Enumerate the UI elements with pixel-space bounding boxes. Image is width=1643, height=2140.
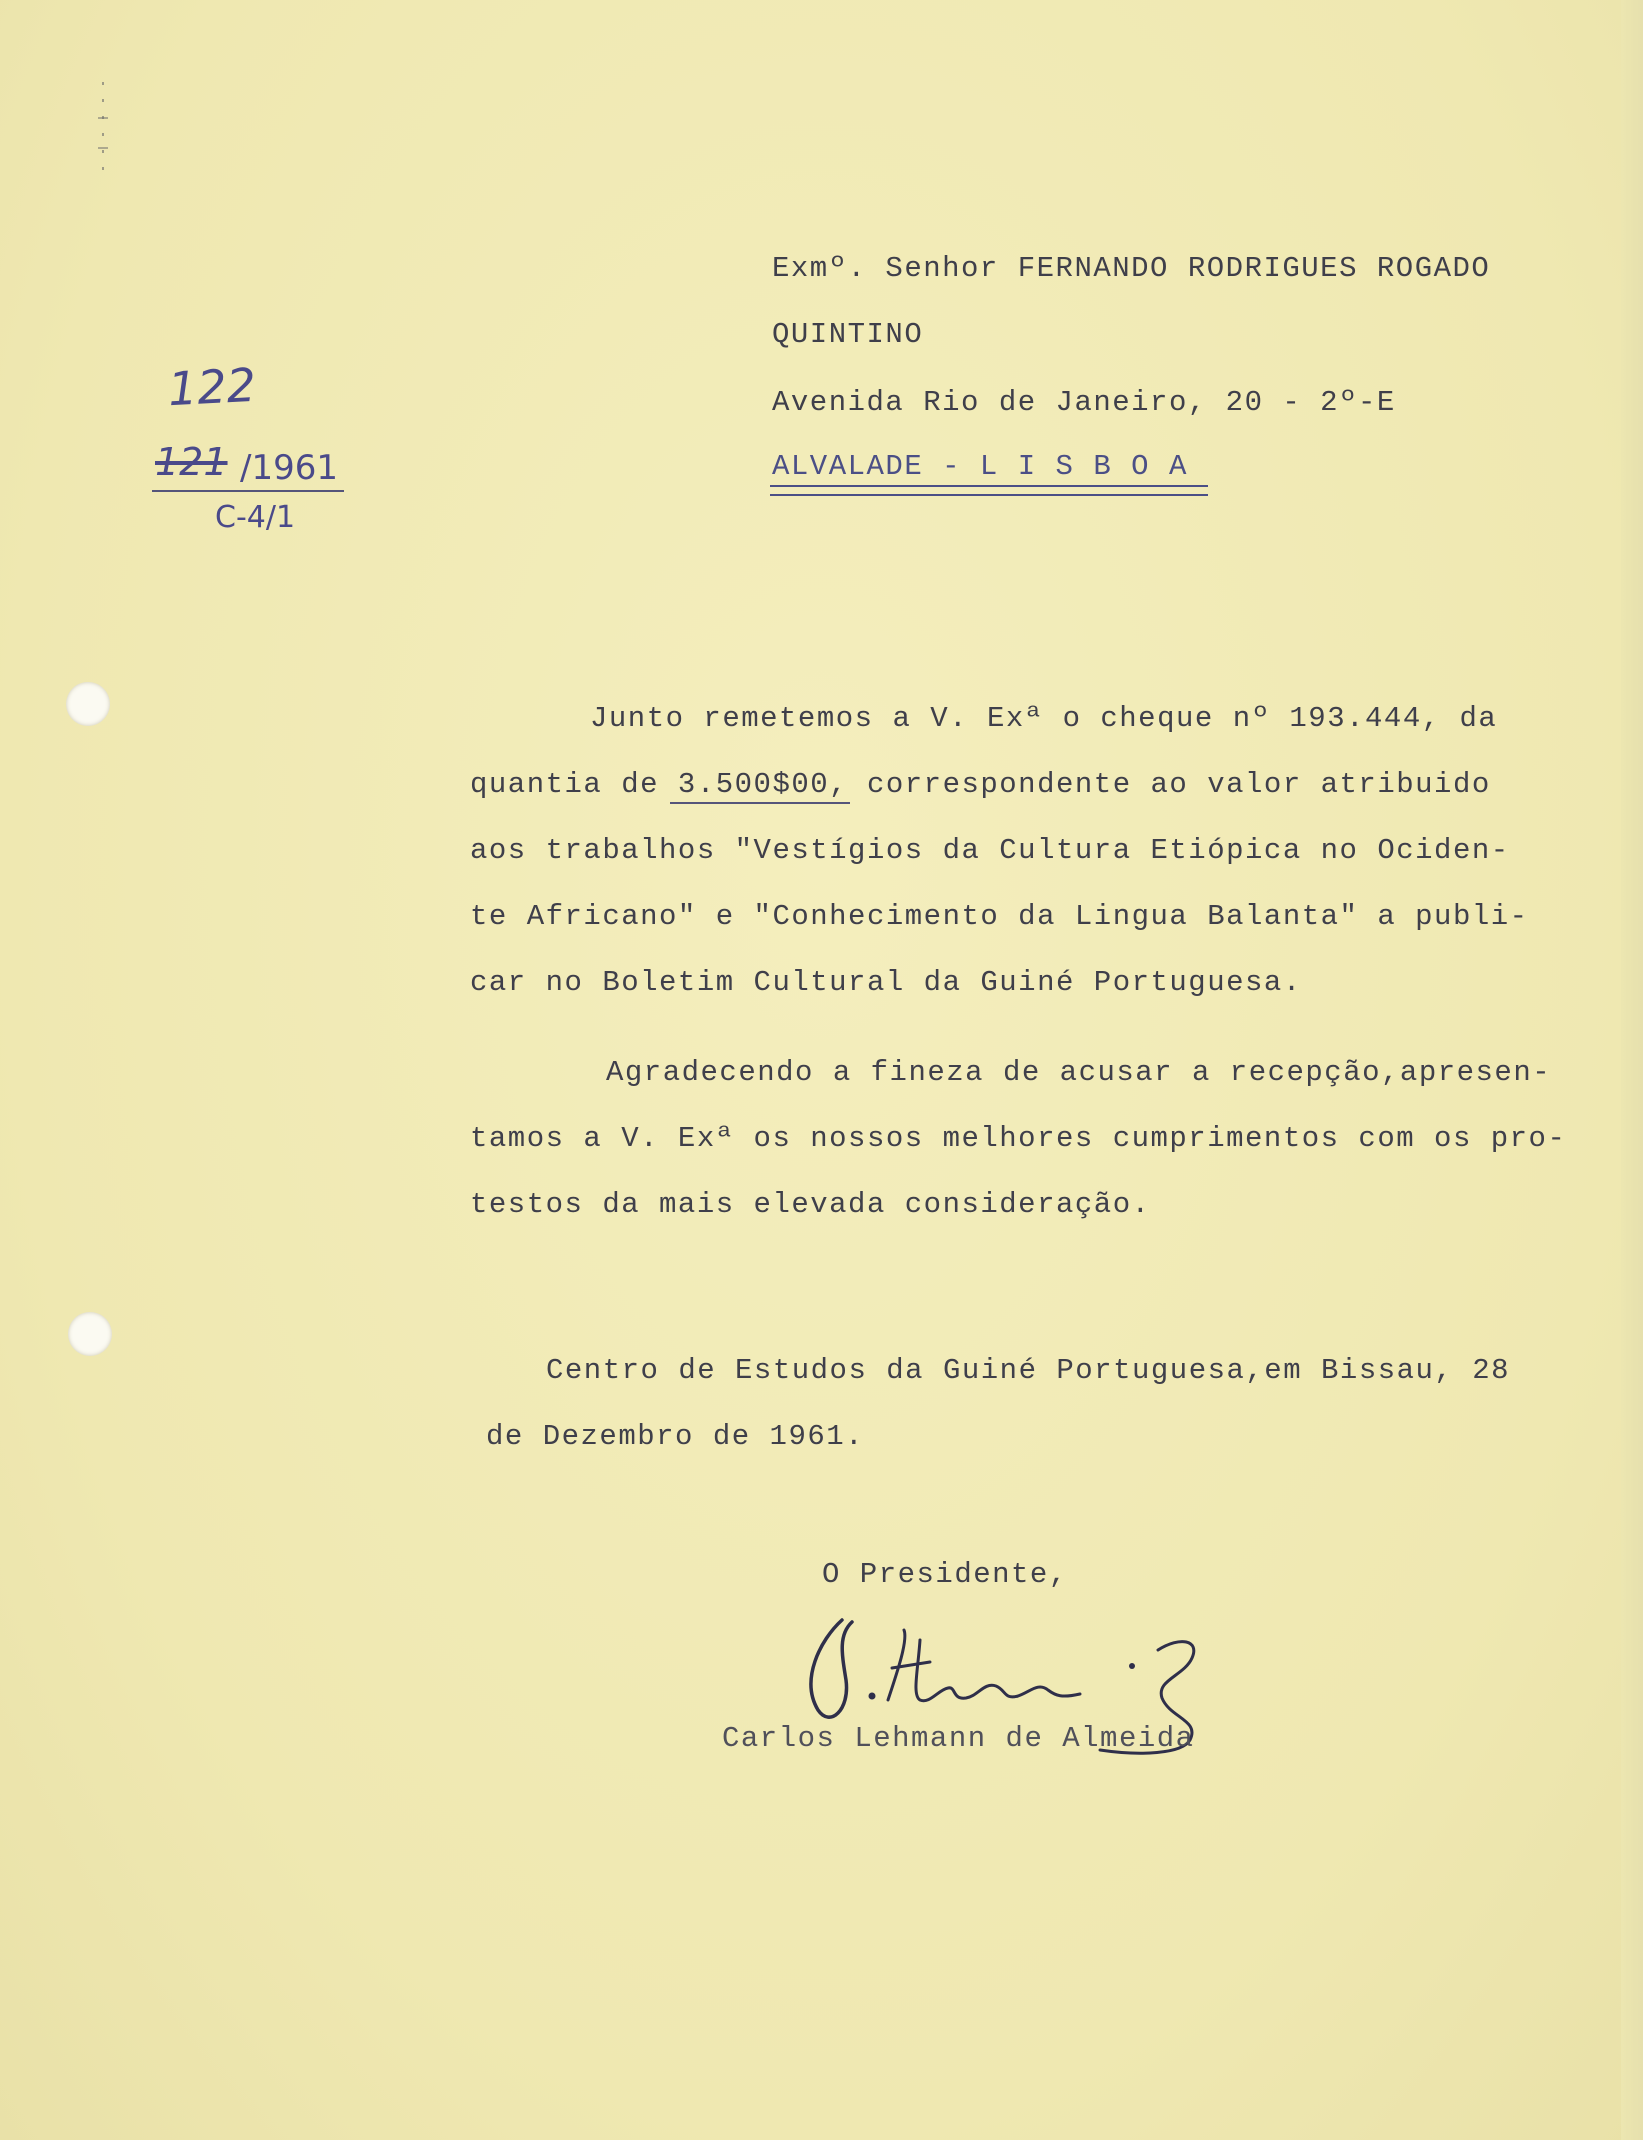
place-date-line-1: Centro de Estudos da Guiné Portuguesa,em Bissau, 28 <box>546 1354 1511 1387</box>
address-line-1: Exmº. Senhor FERNANDO RODRIGUES ROGADO <box>772 252 1491 285</box>
reference-underline <box>152 490 344 492</box>
signatory-name: Carlos Lehmann de Almeida <box>722 1722 1195 1755</box>
body-line-5: car no Boletim Cultural da Guiné Portuguesa. <box>470 966 1302 999</box>
reference-struck-number: 121 <box>155 440 228 484</box>
body-line-3: aos trabalhos "Vestígios da Cultura Etiópica no Ociden- <box>470 834 1510 867</box>
paper-edge <box>1621 0 1643 2140</box>
body-line-6: Agradecendo a fineza de acusar a recepção,apresen- <box>606 1056 1552 1089</box>
punch-hole-bottom <box>68 1312 112 1356</box>
body-line-8: testos da mais elevada consideração. <box>470 1188 1151 1221</box>
body-line-2: quantia de 3.500$00, correspondente ao valor atribuido <box>470 768 1491 801</box>
president-title: O Presidente, <box>822 1558 1068 1591</box>
amount-underline <box>670 802 850 804</box>
body-line-7: tamos a V. Exª os nossos melhores cumprimentos com os pro- <box>470 1122 1567 1155</box>
reference-number: 122 <box>166 357 258 417</box>
body-line-4: te Africano" e "Conhecimento da Lingua Balanta" a publi- <box>470 900 1529 933</box>
punch-hole-top <box>66 682 110 726</box>
place-date-line-2: de Dezembro de 1961. <box>486 1420 865 1453</box>
body-line-1: Junto remetemos a V. Exª o cheque nº 193.444, da <box>590 702 1498 735</box>
address-line-2: QUINTINO <box>772 318 924 351</box>
margin-tick-marks <box>96 78 110 188</box>
address-line-4: ALVALADE - L I S B O A <box>772 450 1188 483</box>
address-line-3: Avenida Rio de Janeiro, 20 - 2º-E <box>772 386 1396 419</box>
reference-year: /1961 <box>240 448 338 488</box>
address-underline <box>770 485 1208 496</box>
file-code: C-4/1 <box>215 500 296 535</box>
